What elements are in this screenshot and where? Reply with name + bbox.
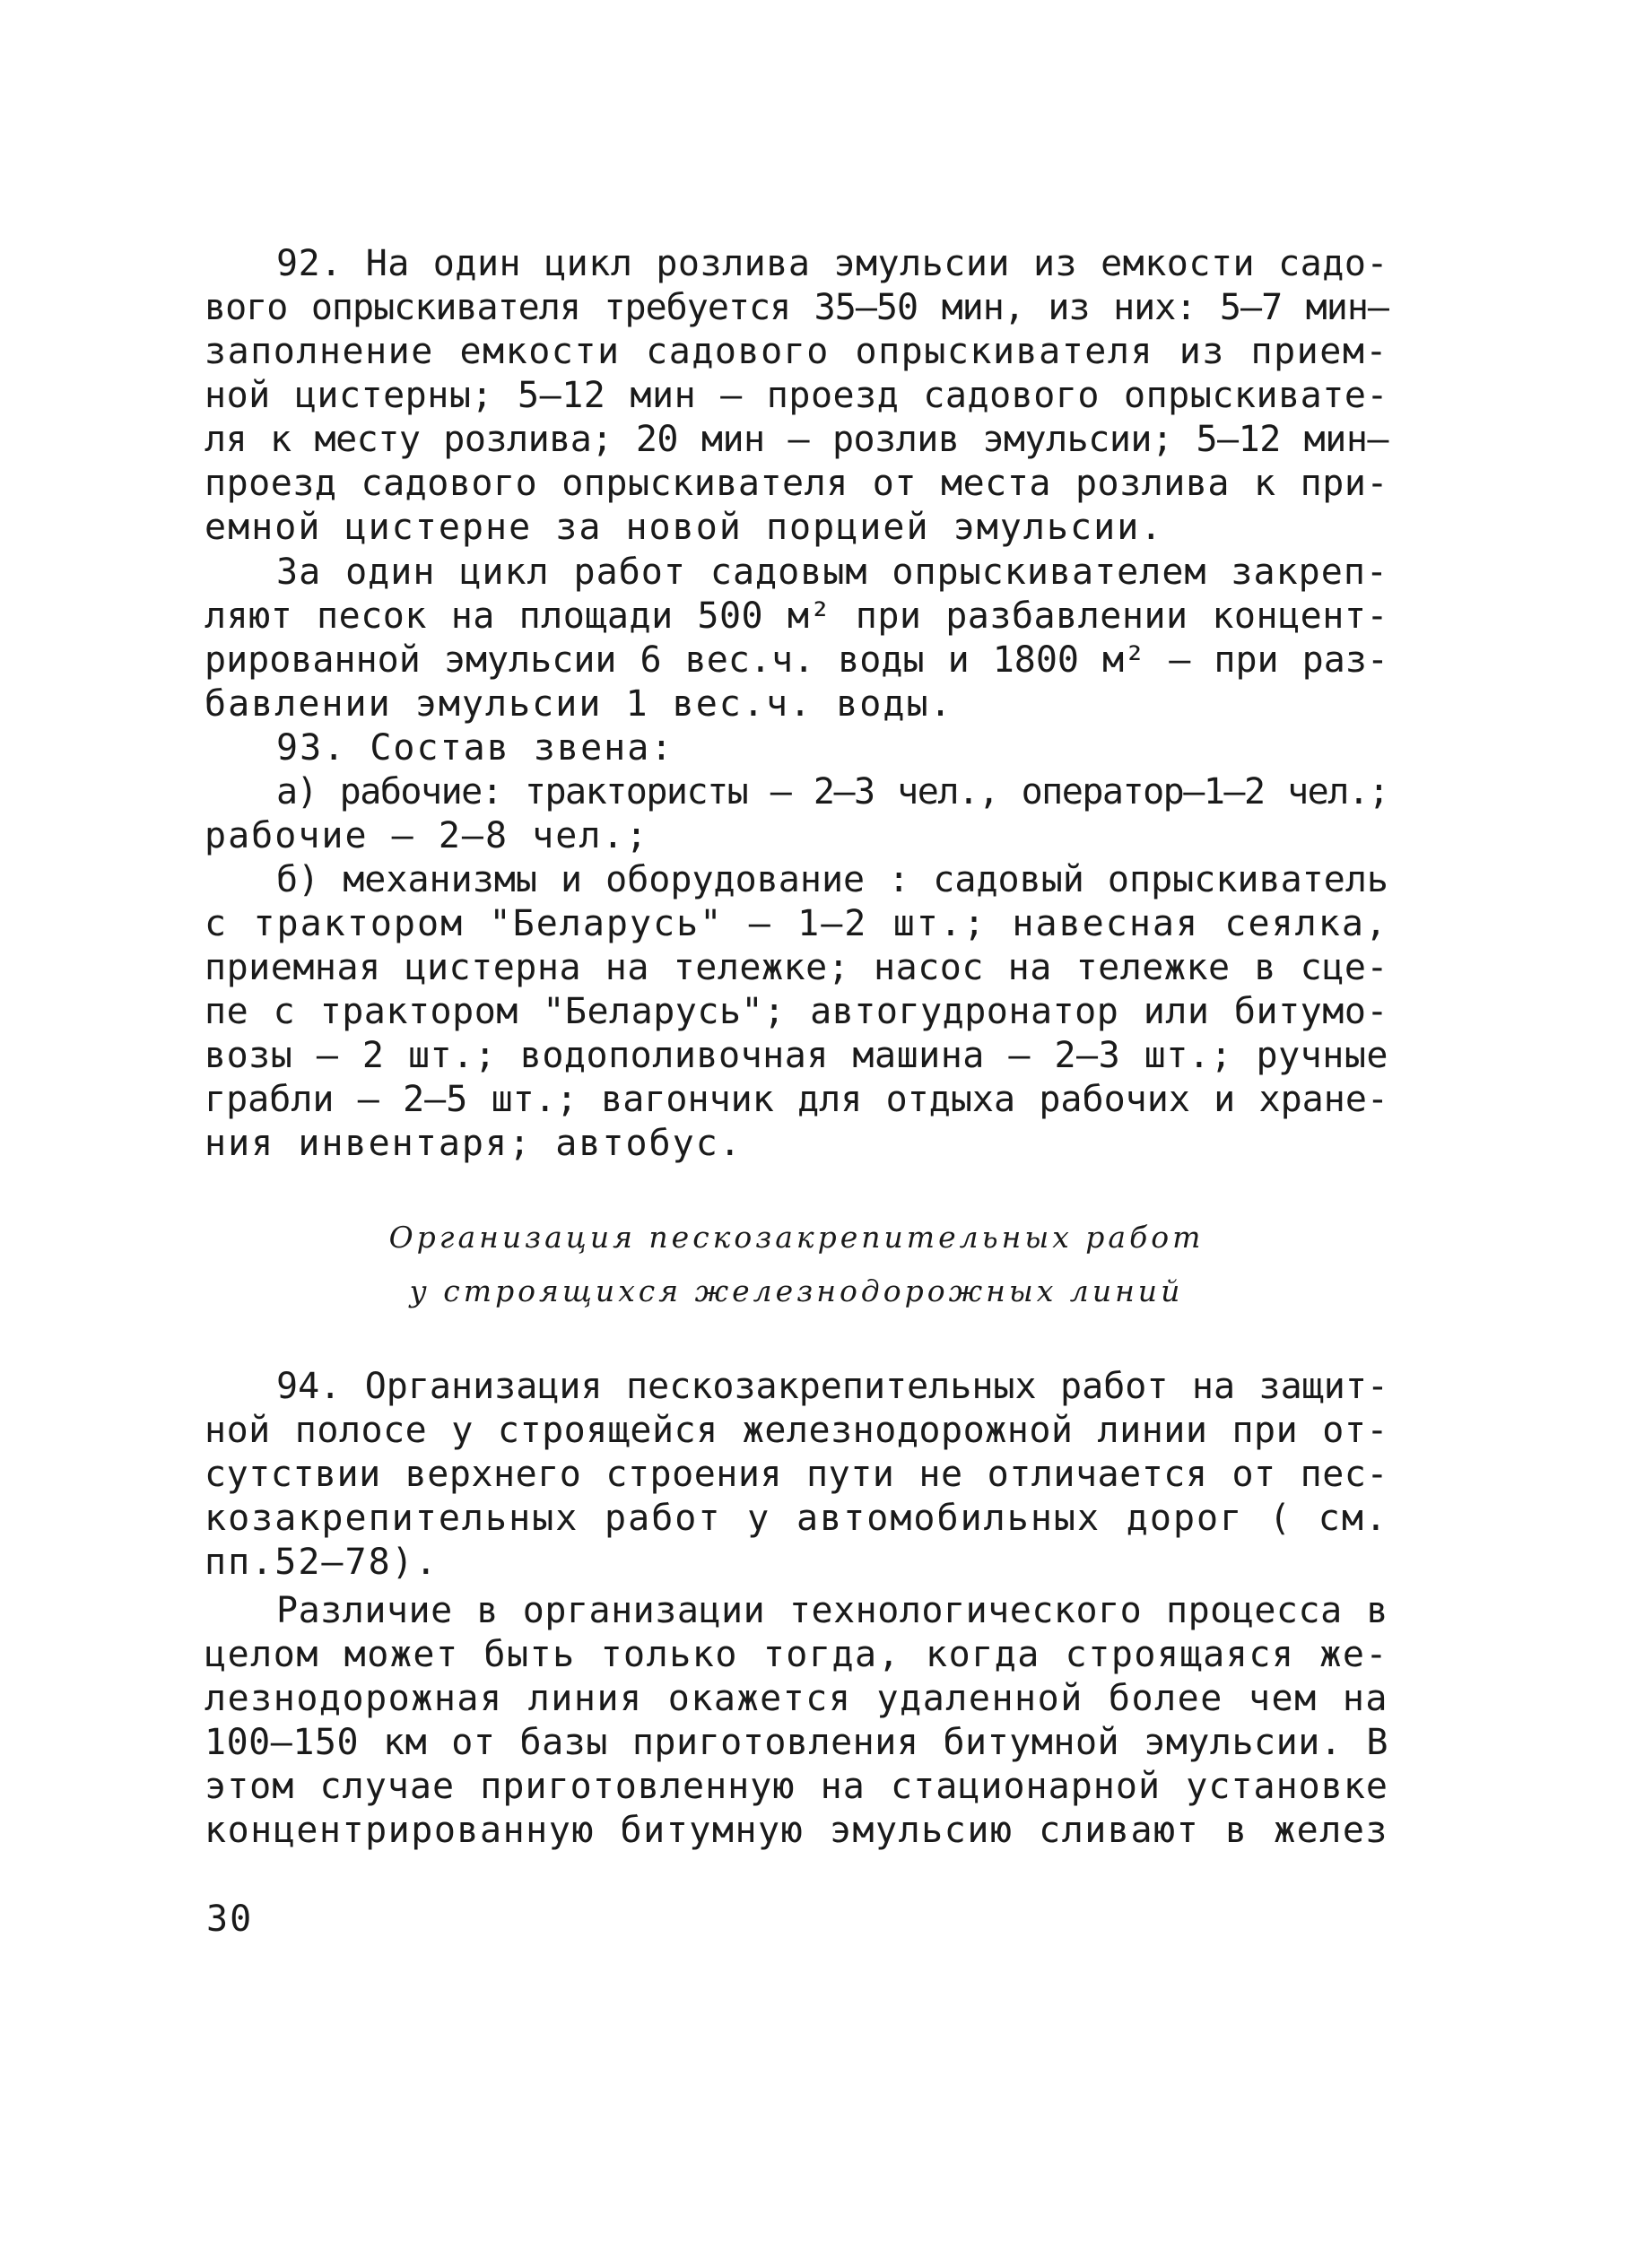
text-line: За один цикл работ садовым опрыскивателем закреп- xyxy=(276,552,1388,593)
text-line: емной цистерне за новой порцией эмульсии. xyxy=(204,507,1164,548)
text-line: концентрированную битумную эмульсию сливают в желез xyxy=(204,1810,1388,1851)
text-line: сутствии верхнего строения пути не отличается от пес- xyxy=(204,1454,1388,1495)
text-line: с трактором "Беларусь" – 1–2 шт.; навесная сеялка, xyxy=(204,903,1388,944)
text-line: козакрепительных работ у автомобильных дорог ( см. xyxy=(204,1498,1388,1539)
paragraph-cycle xyxy=(204,551,1388,726)
paragraph-93 xyxy=(204,726,1388,1166)
text-line: пе с трактором "Беларусь"; автогудронатор или битумо- xyxy=(204,991,1388,1032)
text-line: 92. На один цикл розлива эмульсии из емкости садо- xyxy=(276,243,1388,284)
text-line: б) механизмы и оборудование : садовый опрыскиватель xyxy=(276,859,1388,900)
text-line: Различие в организации технологического процесса в xyxy=(276,1590,1388,1631)
text-line: лезнодорожная линия окажется удаленной более чем на xyxy=(204,1678,1388,1719)
paragraph-92 xyxy=(204,242,1388,550)
text-line: 93. Состав звена: xyxy=(276,727,674,769)
heading-line: у строящихся железнодорожных линий xyxy=(409,1273,1184,1308)
text-line: рированной эмульсии 6 вес.ч. воды и 1800 м² – при раз- xyxy=(204,639,1388,681)
text-line: вого опрыскивателя требуется 35–50 мин, из них: 5–7 мин– xyxy=(204,287,1388,328)
text-line: целом может быть только тогда, когда строящаяся же- xyxy=(204,1634,1388,1675)
text-line: ной полосе у строящейся железнодорожной линии при от- xyxy=(204,1410,1388,1451)
text-line: грабли – 2–5 шт.; вагончик для отдыха рабочих и хране- xyxy=(204,1079,1388,1120)
text-line: этом случае приготовленную на стационарной установке xyxy=(204,1766,1388,1807)
text-line: бавлении эмульсии 1 вес.ч. воды. xyxy=(204,683,953,725)
text-line: 100–150 км от базы приготовления битумной эмульсии. В xyxy=(204,1722,1388,1763)
text-line: рабочие – 2–8 чел.; xyxy=(204,815,649,856)
text-line: 94. Организация пескозакрепительных работ на защит- xyxy=(276,1366,1388,1407)
text-line: возы – 2 шт.; водополивочная машина – 2–3 шт.; ручные xyxy=(204,1035,1388,1076)
paragraph-94 xyxy=(204,1365,1388,1585)
text-line: ляют песок на площади 500 м² при разбавлении концент- xyxy=(204,595,1388,637)
paragraph-difference xyxy=(204,1589,1388,1853)
text-line: ния инвентаря; автобус. xyxy=(204,1123,743,1164)
text-line: ной цистерны; 5–12 мин – проезд садового опрыскивате- xyxy=(204,375,1388,416)
page-number: 30 xyxy=(206,1899,254,1940)
section-heading xyxy=(204,1211,1388,1318)
text-line: пп.52–78). xyxy=(204,1542,439,1583)
text-line: проезд садового опрыскивателя от места розлива к при- xyxy=(204,463,1388,504)
text-line: а) рабочие: трактористы – 2–3 чел., оператор–1–2 чел.; xyxy=(276,771,1388,812)
text-line: приемная цистерна на тележке; насос на тележке в сце- xyxy=(204,947,1388,988)
text-line: ля к месту розлива; 20 мин – розлив эмульсии; 5–12 мин– xyxy=(204,419,1388,460)
heading-line: Организация пескозакрепительных работ xyxy=(388,1220,1205,1255)
text-line: заполнение емкости садового опрыскивателя из прием- xyxy=(204,331,1388,372)
